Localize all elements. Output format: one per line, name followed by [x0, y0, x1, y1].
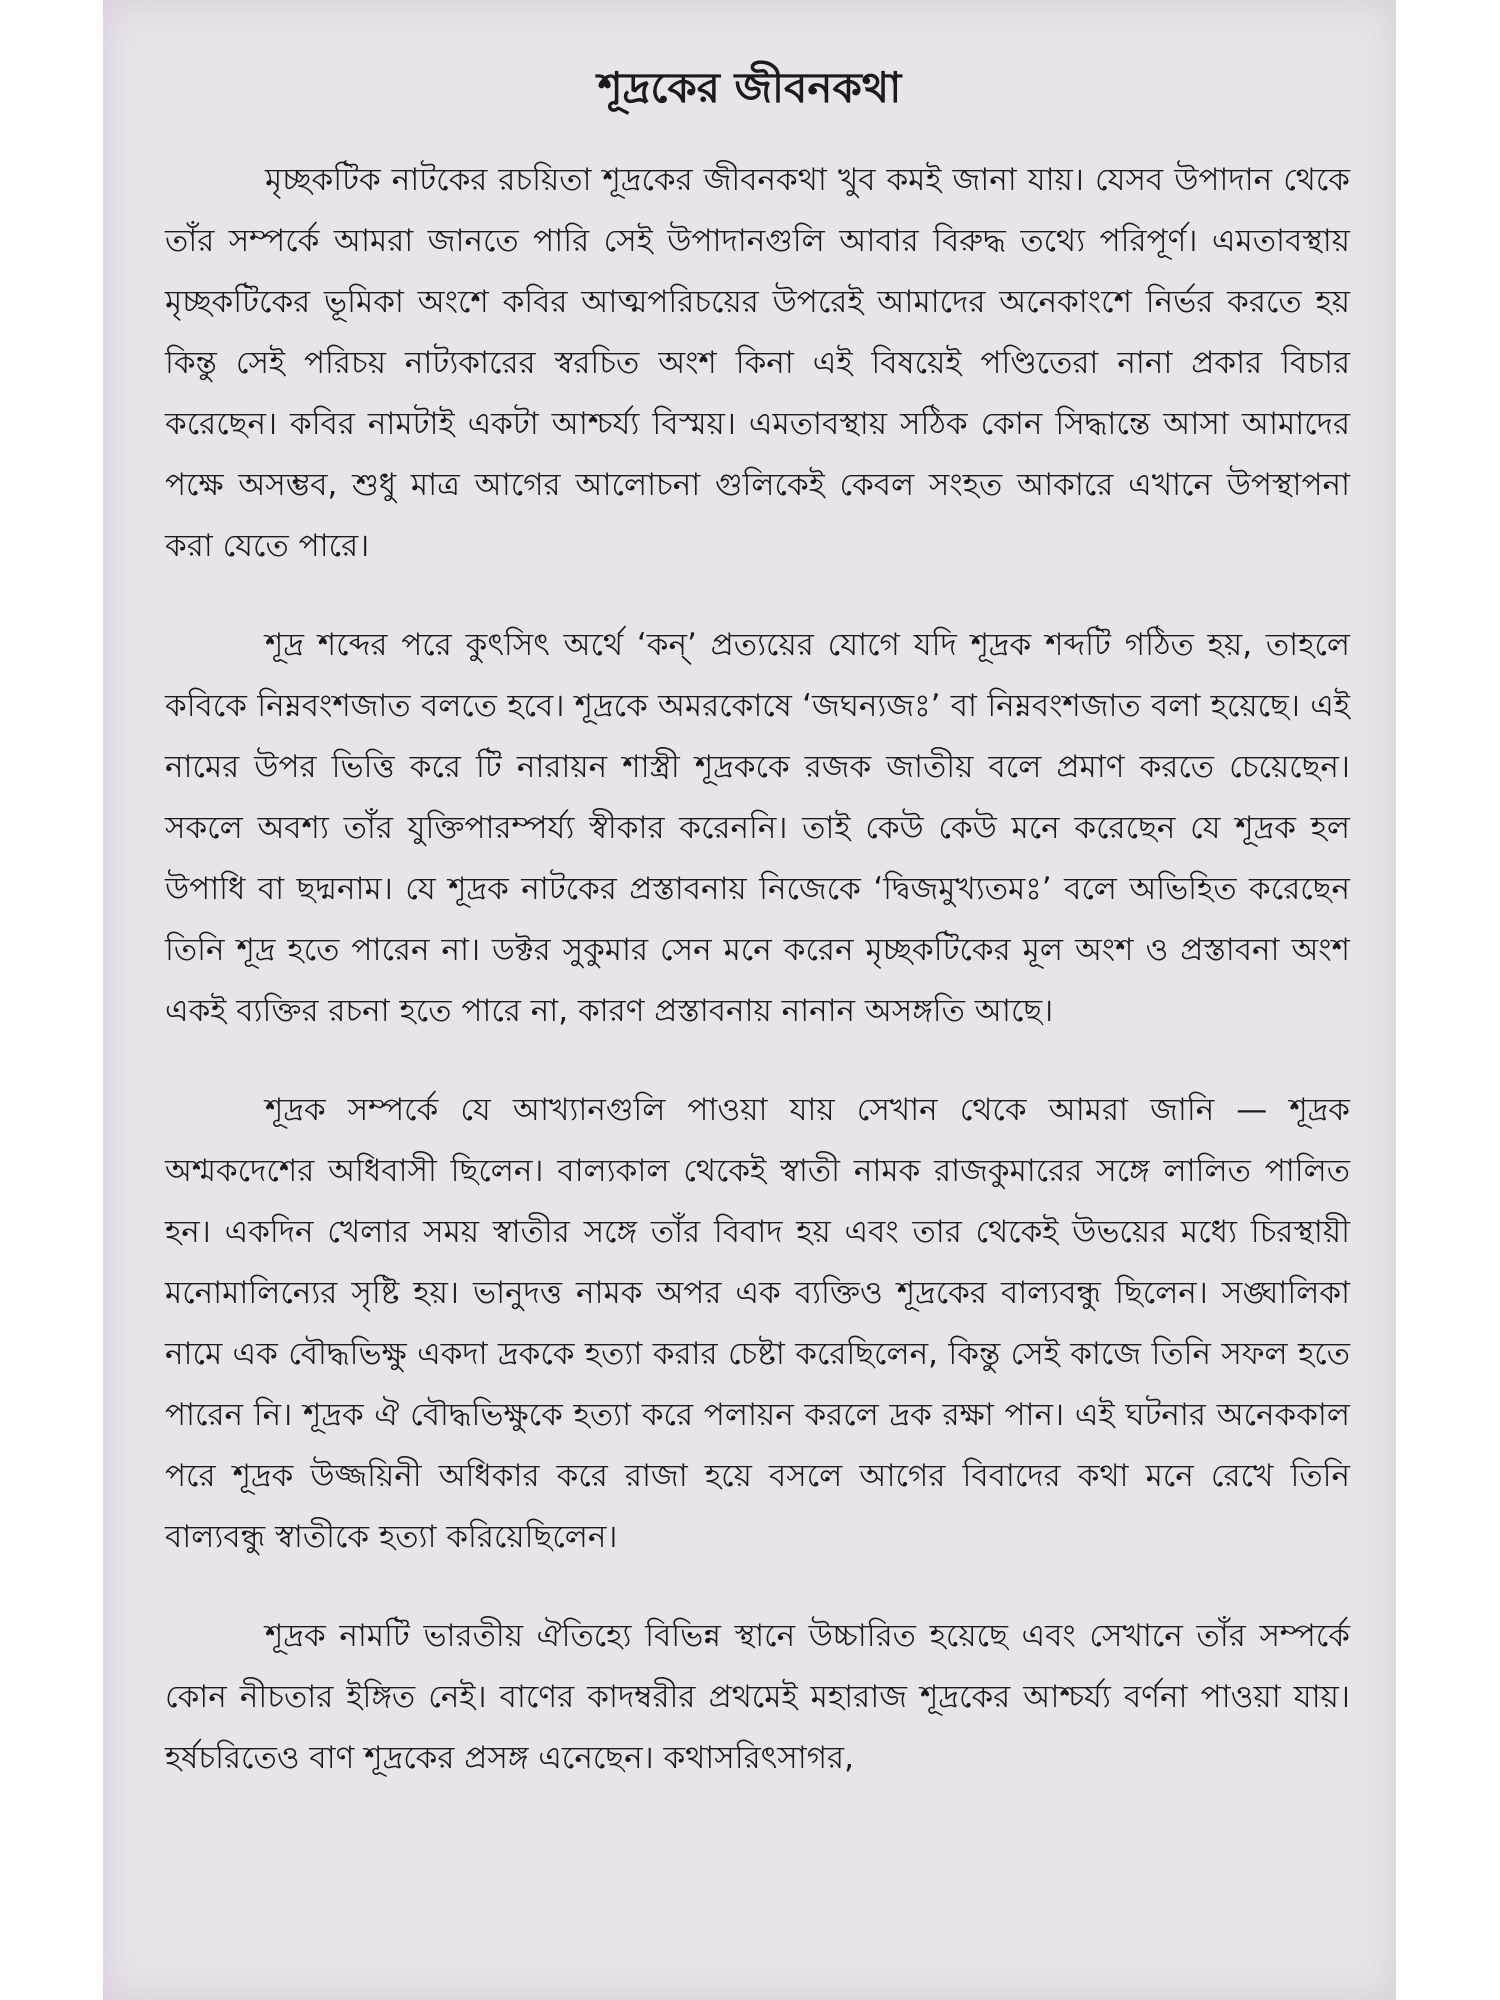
paragraph-1: মৃচ্ছকটিক নাটকের রচয়িতা শূদ্রকের জীবনকথা খুব কমই জানা যায়। যেসব উপাদান থেকে তাঁর সম্পর্কে আমরা জানতে পারি সেই উপাদানগুলি আবার বিরুদ্ধ তথ্যে পরিপূর্ণ। এমতাবস্থায় মৃচ্ছকটিকের ভূমিকা অংশে কবির আত্মপরিচয়ের উপরেই আমাদের অনেকাংশে নির্ভর করতে হয় কিন্তু সেই পরিচয় নাট্যকারের স্বরচিত অংশ কিনা এই বিষয়েই পণ্ডিতেরা নানা প্রকার বিচার করেছেন। কবির নামটাই একটা আশ্চর্য্য বিস্ময়। এমতাবস্থায় সঠিক কোন সিদ্ধান্তে আসা আমাদের পক্ষে অসম্ভব, শুধু মাত্র আগের আলোচনা গুলিকেই কেবল সংহত আকারে এখানে উপস্থাপনা করা যেতে পারে। [165, 162, 1350, 564]
paragraph-2: শূদ্র শব্দের পরে কুৎসিৎ অর্থে ‘কন্’ প্রত্যয়ের যোগে যদি শূদ্রক শব্দটি গঠিত হয়, তাহলে কবিকে নিম্নবংশজাত বলতে হবে। শূদ্রকে অমরকোষে ‘জঘন্যজঃ’ বা নিম্নবংশজাত বলা হয়েছে। এই নামের উপর ভিত্তি করে টি নারায়ন শাস্ত্রী শূদ্রককে রজক জাতীয় বলে প্রমাণ করতে চেয়েছেন। সকলে অবশ্য তাঁর যুক্তিপারম্পর্য্য স্বীকার করেননি। তাই কেউ কেউ মনে করেছেন যে শূদ্রক হল উপাধি বা ছদ্মনাম। যে শূদ্রক নাটকের প্রস্তাবনায় নিজেকে ‘দ্বিজমুখ্যতমঃ’ বলে অভিহিত করেছেন তিনি শূদ্র হতে পারেন না। ডক্টর সুকুমার সেন মনে করেন মৃচ্ছকটিকের মূল অংশ ও প্রস্তাবনা অংশ একই ব্যক্তির রচনা হতে পারে না, কারণ প্রস্তাবনায় নানান অসঙ্গতি আছে। [165, 627, 1350, 1029]
page-title: শূদ্রকের জীবনকথা [597, 63, 902, 112]
paragraph-3: শূদ্রক সম্পর্কে যে আখ্যানগুলি পাওয়া যায় সেখান থেকে আমরা জানি — শূদ্রক অশ্মকদেশের অধিবাসী ছিলেন। বাল্যকাল থেকেই স্বাতী নামক রাজকুমারের সঙ্গে লালিত পালিত হন। একদিন খেলার সময় স্বাতীর সঙ্গে তাঁর বিবাদ হয় এবং তার থেকেই উভয়ের মধ্যে চিরস্থায়ী মনোমালিন্যের সৃষ্টি হয়। ভানুদত্ত নামক অপর এক ব্যক্তিও শূদ্রকের বাল্যবন্ধু ছিলেন। সঙ্ঘালিকা নামে এক বৌদ্ধভিক্ষু একদা দ্রককে হত্যা করার চেষ্টা করেছিলেন, কিন্তু সেই কাজে তিনি সফল হতে পারেন নি। শূদ্রক ঐ বৌদ্ধভিক্ষুকে হত্যা করে পলায়ন করলে দ্রক রক্ষা পান। এই ঘটনার অনেককাল পরে শূদ্রক উজ্জয়িনী অধিকার করে রাজা হয়ে বসলে আগের বিবাদের কথা মনে রেখে তিনি বাল্যবন্ধু স্বাতীকে হত্যা করিয়েছিলেন। [165, 1092, 1350, 1555]
paragraph-4: শূদ্রক নামটি ভারতীয় ঐতিহ্যে বিভিন্ন স্থানে উচ্চারিত হয়েছে এবং সেখানে তাঁর সম্পর্কে কোন নীচতার ইঙ্গিত নেই। বাণের কাদম্বরীর প্রথমেই মহারাজ শূদ্রকের আশ্চর্য্য বর্ণনা পাওয়া যায়। হর্ষচরিতেও বাণ শূদ্রকের প্রসঙ্গ এনেছেন। কথাসরিৎসাগর, [165, 1618, 1350, 1776]
book-page [103, 0, 1396, 2000]
body-text [165, 150, 1350, 1789]
